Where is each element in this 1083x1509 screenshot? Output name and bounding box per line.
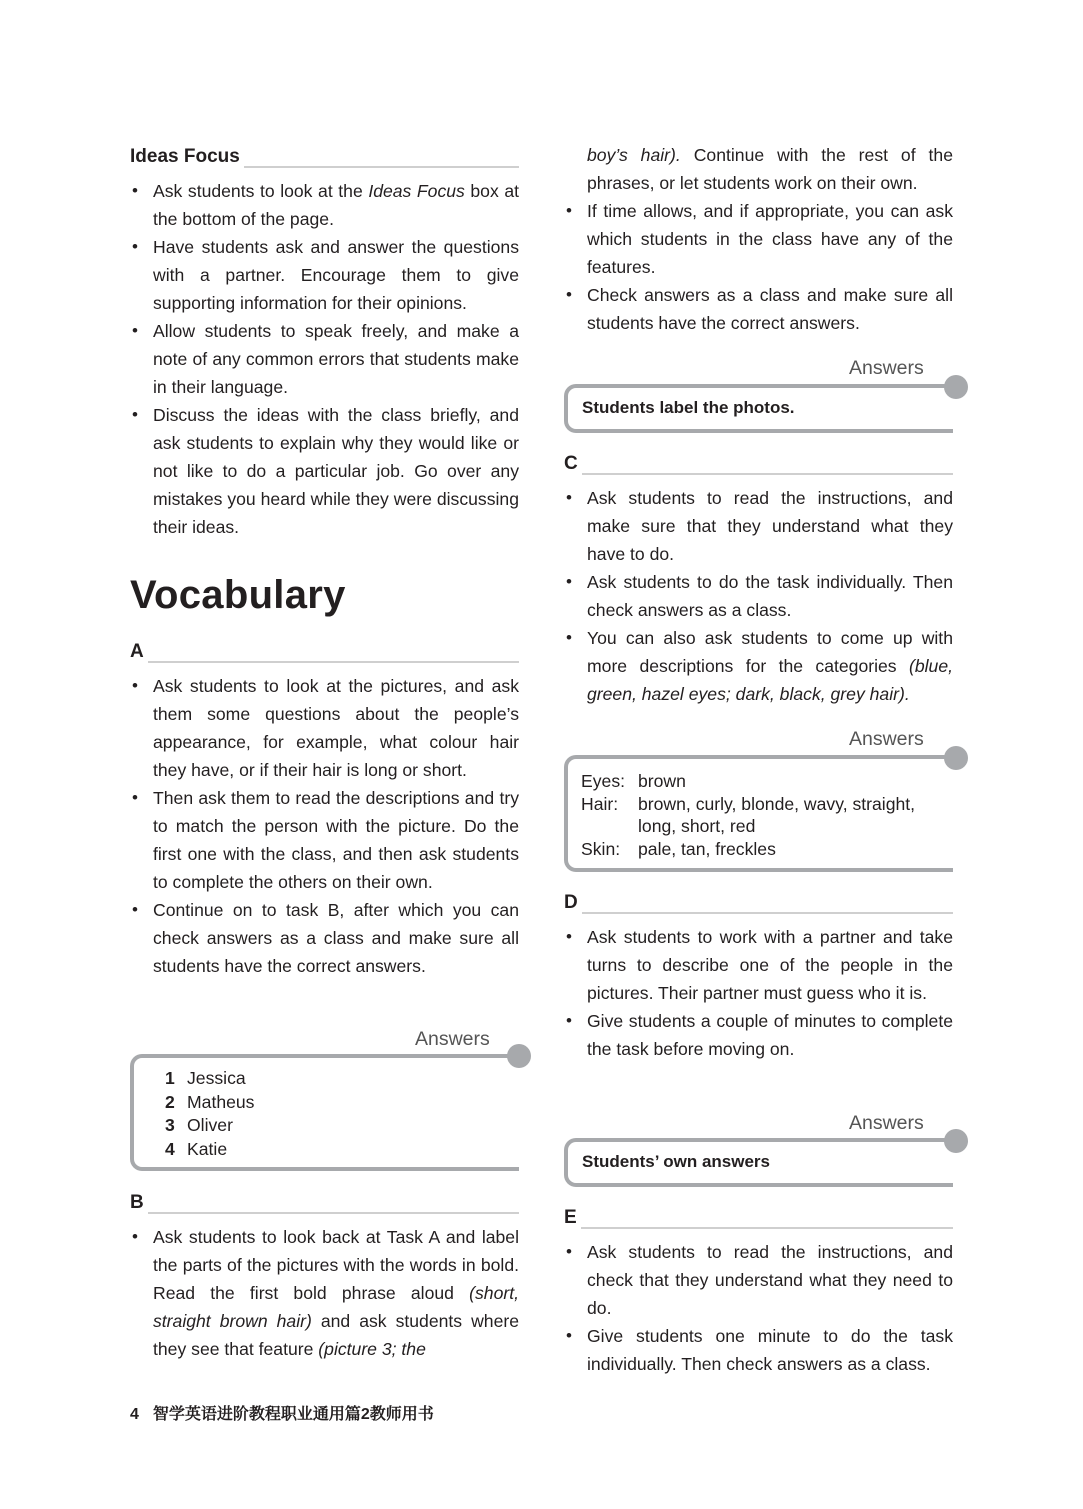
section-c-header [564,449,953,475]
list-item: • Ask students to read the instructions, and check that they understand what they need to do. [564,1238,953,1322]
section-a-header [130,637,519,663]
section-b-list [130,1223,519,1363]
answers-grid-c [581,770,946,860]
section-c-list [564,484,953,708]
answers-label: Answers [849,357,924,379]
list-item: • Ask students to read the instructions, and make sure that they understand what they have to do. [564,484,953,568]
section-c-heading: C [564,453,582,475]
list-item: • If time allows, and if appropriate, you can ask which students in the class have any of the features. [564,197,953,281]
answers-label: Answers [849,1112,924,1134]
list-item: • Check answers as a class and make sure all students have the correct answers. [564,281,953,337]
book-title: 智学英语进阶教程职业通用篇2教师用书 [152,1406,434,1423]
section-b-continued-list [564,197,953,337]
section-a-list [130,672,519,980]
list-item: 4 Katie [165,1138,228,1159]
list-item: • Ask students to do the task individually. Then check answers as a class. [564,568,953,624]
ideas-focus-heading: Ideas Focus [130,146,244,168]
list-item: 1 Jessica [165,1068,246,1088]
list-item: • Give students a couple of minutes to complete the task before moving on. [564,1007,953,1063]
section-rule [130,1212,519,1214]
section-d-list [564,923,953,1063]
answers-label: Answers [849,728,924,750]
answers-dot [944,375,968,399]
ideas-focus-header [130,142,519,168]
section-d-header [564,888,953,914]
list-item: • Ask students to look at the Ideas Focus box at the bottom of the page. [130,177,519,233]
section-rule [564,1227,953,1229]
vocabulary-title: Vocabulary [130,573,346,617]
answer-row: Hair: brown, curly, blonde, wavy, straight, long, short, red [581,793,916,836]
section-rule [564,473,953,475]
list-item: • Continue on to task B, after which you can check answers as a class and make sure all students have the correct answers. [130,896,519,980]
list-item: • Then ask them to read the descriptions and try to match the person with the picture. Do the first one with the class, and then ask students to complete the others on their own. [130,784,519,896]
section-e-header [564,1203,953,1229]
section-d-heading: D [564,892,582,914]
section-b-heading: B [130,1192,148,1214]
section-e-list [564,1238,953,1378]
answer-row: Eyes: brown [581,771,686,791]
section-e-heading: E [564,1207,581,1229]
page-number: 4 [130,1406,139,1423]
ideas-focus-list [130,177,519,541]
list-item: 2 Matheus [165,1091,255,1112]
answers-dot [944,746,968,770]
answers-dot [507,1044,531,1068]
section-b-header [130,1188,519,1214]
answer-row: Skin: pale, tan, freckles [581,838,776,859]
list-item: • Give students one minute to do the task individually. Then check answers as a class. [564,1322,953,1378]
list-item: • Allow students to speak freely, and make a note of any common errors that students make in their language. [130,317,519,401]
list-item: • Have students ask and answer the questions with a partner. Encourage them to give supporting information for their opinions. [130,233,519,317]
section-rule [564,912,953,914]
list-item: • Ask students to look at the pictures, and ask them some questions about the people’s appearance, for example, what colour hair they have, or if their hair is long or short. [130,672,519,784]
section-a-heading: A [130,641,148,663]
section-rule [130,661,519,663]
list-item: 3 Oliver [165,1115,233,1135]
list-item: • Discuss the ideas with the class briefly, and ask students to explain why they would like or not like to do a particular job. Go over any mistakes you heard while they were discussing their ideas. [130,401,519,541]
answers-dot [944,1129,968,1153]
answers-label: Answers [415,1028,490,1050]
list-item: • Ask students to work with a partner and take turns to describe one of the people in the pictures. Their partner must guess who it is. [564,923,953,1007]
answer-text-d: Students’ own answers [582,1152,770,1171]
page-footer [130,1404,434,1426]
answer-text-b: Students label the photos. [582,398,795,417]
continuation-paragraph: boy’s hair). Continue with the rest of the phrases, or let students work on their own. [587,145,953,193]
list-item: • Ask students to look back at Task A and label the parts of the pictures with the words in bold. Read the first bold phrase aloud (short, straight brown hair) and ask students where they see that feature (picture 3; the [130,1223,519,1363]
answers-list-a [165,1067,254,1161]
list-item: • You can also ask students to come up with more descriptions for the categories (blue, green, hazel eyes; dark, black, grey hair). [564,624,953,708]
